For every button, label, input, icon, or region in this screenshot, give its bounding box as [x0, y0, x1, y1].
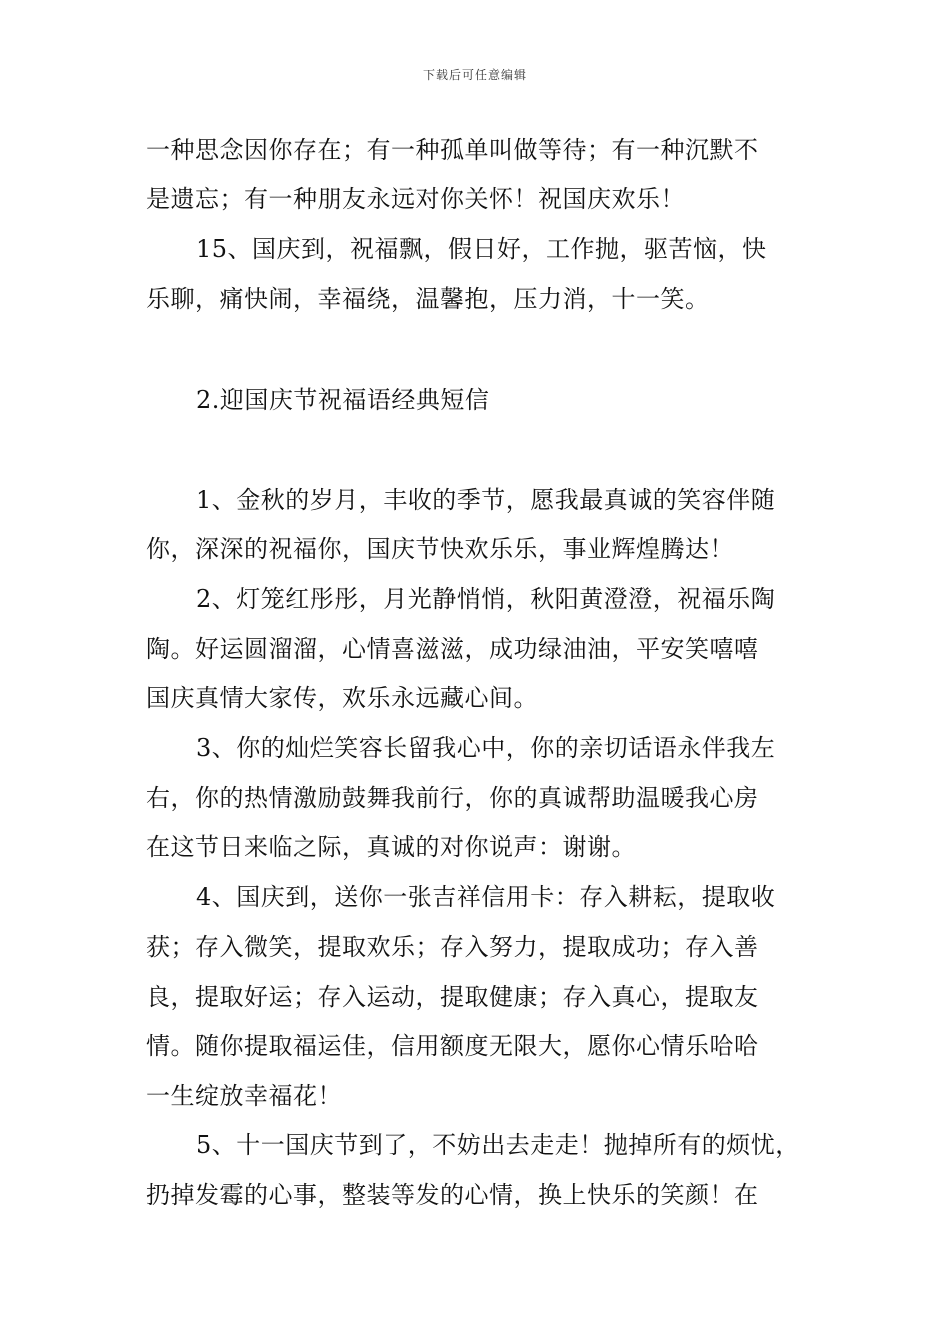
text-line: 3、你的灿烂笑容长留我心中，你的亲切话语永伴我左 — [196, 734, 776, 762]
text-line: 国庆真情大家传，欢乐永远藏心间。 — [146, 684, 538, 712]
text-line: 5、十一国庆节到了，不妨出去走走！抛掉所有的烦忧， — [196, 1131, 800, 1159]
text-line: 右，你的热情激励鼓舞我前行，你的真诚帮助温暖我心房 — [146, 784, 759, 812]
text-line: 在这节日来临之际，真诚的对你说声：谢谢。 — [146, 833, 636, 861]
text-line: 良，提取好运；存入运动，提取健康；存入真心，提取友 — [146, 983, 759, 1011]
text-line: 15、国庆到，祝福飘，假日好，工作抛，驱苦恼，快 — [196, 235, 767, 263]
text-line: 一生绽放幸福花！ — [146, 1082, 342, 1110]
text-line: 情。随你提取福运佳，信用额度无限大，愿你心情乐哈哈 — [146, 1032, 759, 1060]
text-line: 2、灯笼红彤彤，月光静悄悄，秋阳黄澄澄，祝福乐陶 — [196, 585, 776, 613]
section-heading: 2.迎国庆节祝福语经典短信 — [196, 386, 490, 414]
text-line: 你，深深的祝福你，国庆节快欢乐乐，事业辉煌腾达！ — [146, 535, 734, 563]
text-line: 1、金秋的岁月，丰收的季节，愿我最真诚的笑容伴随 — [196, 486, 776, 514]
text-line: 是遗忘；有一种朋友永远对你关怀！祝国庆欢乐！ — [146, 185, 685, 213]
text-line: 一种思念因你存在；有一种孤单叫做等待；有一种沉默不 — [146, 136, 759, 164]
page-header-note: 下载后可任意编辑 — [422, 68, 527, 82]
text-line: 乐聊，痛快闹，幸福绕，温馨抱，压力消，十一笑。 — [146, 285, 710, 313]
text-line: 获；存入微笑，提取欢乐；存入努力，提取成功；存入善 — [146, 933, 759, 961]
text-line: 扔掉发霉的心事，整装等发的心情，换上快乐的笑颜！在 — [146, 1181, 759, 1209]
text-line: 4、国庆到，送你一张吉祥信用卡：存入耕耘，提取收 — [196, 883, 776, 911]
text-line: 陶。好运圆溜溜，心情喜滋滋，成功绿油油，平安笑嘻嘻 — [146, 635, 759, 663]
